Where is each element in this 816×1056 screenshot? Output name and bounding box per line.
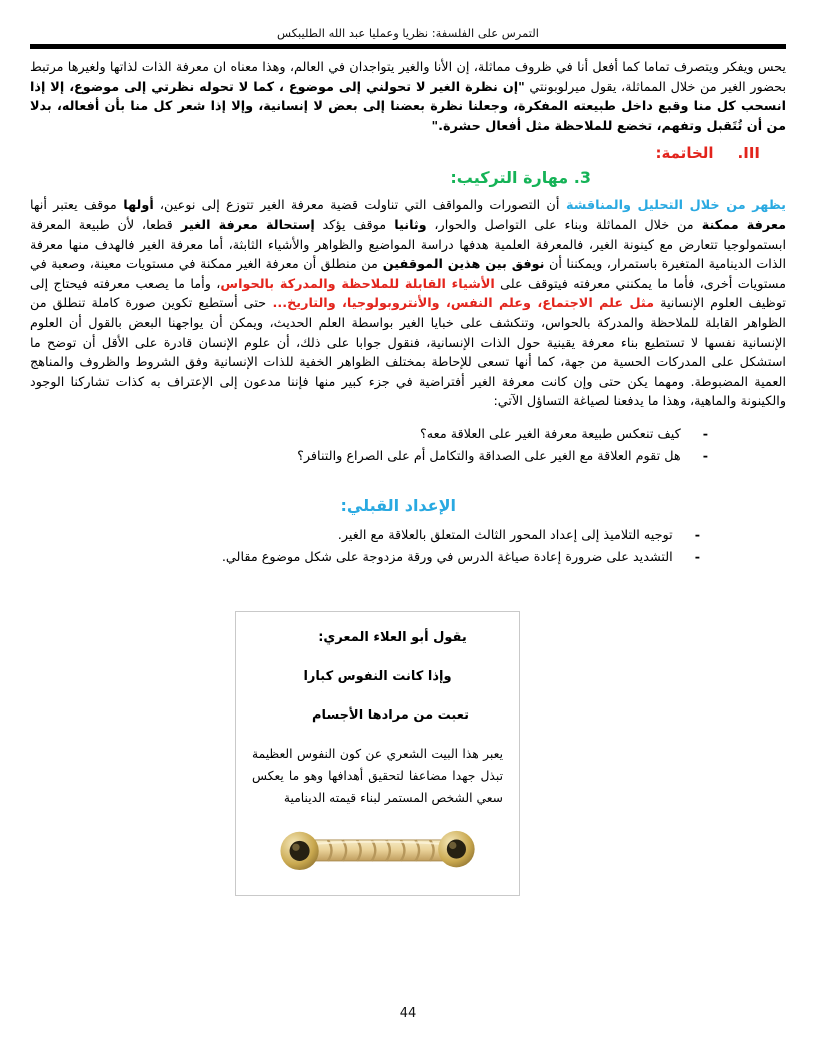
intro-paragraph: يحس ويفكر ويتصرف تماما كما أفعل أنا في ظروف مماثلة، إن الأنا والغير يتواجدان في العالم، وهذا معناه ان معرفة الذات لذاتها ولغيرها مرتبط بحضور الغير من خلال المماثلة، يقول ميرلوبونتي "إن نظرة الغير لا تحولني إلى موضوع ، كما لا تحوله نظرتي إلى موضوع، إلا إذا انسحب كل منا وقبع داخل طبيعته المفكرة، وجعلنا نظرة بعضنا إلى بعض لا إنسانية، وإلا إذا شعر كل منا بأن أفعاله، بدلا من أن تُتَقبل وتفهم، تخضع للملاحظة مثل أفعال حشرة."	[30, 60, 787, 134]
page-header-title: التمرس على الفلسفة: نظريا وعمليا عبد الله الطليبكس	[277, 26, 539, 40]
dash-bullet-icon: -	[694, 527, 700, 543]
page-number: 44	[399, 1006, 417, 1021]
question-text: هل تقوم العلاقة مع الغير على الصداقة والتكامل أم على الصراع والتنافر؟	[297, 448, 681, 464]
list-item	[30, 525, 700, 547]
poetry-box	[235, 611, 520, 896]
analysis-paragraph: يظهر من خلال التحليل والمناقشة أن التصورات والمواقف التي تناولت قضية معرفة الغير تتوزع إلى نوعين، أولها موقف يعتبر أنها معرفة ممكنة من خلال المماثلة وبناء على التواصل والحوار، وثانيا موقف يؤكد إستحالة معرفة الغير قطعا، لأن طبيعة المعرفة ابستمولوجيا تتعارض مع كينونة الغير، فالمعرفة العلمية هدفها دراسة المواضيع والظواهر والأشياء الثابثة، أما معرفة الغير فالهدف منها معرفة الذات الدينامية المتغيرة باستمرار، ويمكننا أن نوفق بين هذين الموقفين من منطلق أن معرفة الغير ممكنة في مستويات معينة، وصعبة في مستويات أخرى، فأما ما يمكنني معرفته فيتوقف على الأشياء القابلة للملاحظة والمدركة بالحواس، وأما ما يصعب معرفته فيحتاج إلى توظيف العلوم الإنسانية مثل علم الاجتماع، وعلم النفس، والأنتروبولوجيا، والتاريخ... حتى أستطيع تكوين صورة كاملة تنطلق من الظواهر القابلة للملاحظة والمدركة بالحواس، وتنكشف على خبايا الغير بواسطة العلم الحديث، ويمكن أن يواجهنا البعض بالقول أن العلوم الإنسانية نفسها لا تستطيع بناء معرفة يقينية حول الذات الإنسانية، فنقول جوابا على ذلك، أن علوم الإنسان قادرة على الأقل أن توضح ما استشكل على المدركات الحسية من جهة، كما أنها تسعى للإحاطة بمختلف الظواهر الخفية للذات الإنسانية وفق الشروط والظروف والمناهج العمية المضبوطة. ومهما يكن حتى وإن كانت معرفة الغير أفتراضية في جزء كبير منها فإننا مدعون إلى الإعتراف به كذات تشاركنا الوجود والكينونة والماهية، وهذا ما يدفعنا لصياغة التساؤل الآتي:	[30, 198, 787, 410]
verse-line-1: وإذا كانت النفوس كبارا	[303, 668, 452, 684]
rope-image	[252, 819, 503, 885]
conclusion-label: الخاتمة:	[655, 144, 714, 163]
header-rule	[30, 44, 786, 49]
conclusion-numeral: III.	[737, 144, 760, 163]
list-item	[30, 424, 708, 446]
poetry-commentary: يعبر هذا البيت الشعري عن كون النفوس العظيمة تبذل جهدا مضاعفا لتحقيق أهدافها وهو ما يعكس سعي الشخص المستمر لبناء قيمته الدينامية	[252, 746, 503, 805]
preparation-list	[30, 525, 700, 569]
question-text: كيف تنعكس طبيعة معرفة الغير على العلاقة معه؟	[420, 426, 681, 442]
verse-line-2: تعبت من مرادها الأجسام	[312, 707, 469, 723]
questions-list	[30, 424, 708, 468]
conclusion-heading	[656, 144, 760, 162]
preparation-item-text: التشديد على ضرورة إعادة صياغة الدرس في ورقة مزدوجة على شكل موضوع مقالي.	[221, 549, 673, 565]
preparation-item-text: توجيه التلاميذ إلى إعداد المحور الثالث المتعلق بالعلاقة مع الغير.	[337, 527, 673, 543]
dash-bullet-icon: -	[694, 549, 700, 565]
dash-bullet-icon: -	[702, 448, 708, 464]
conclusion-heading-row	[30, 136, 786, 162]
list-item	[30, 446, 708, 468]
poetry-attribution: يقول أبو العلاء المعري:	[318, 629, 467, 645]
preparation-heading: الإعداد القبلي:	[340, 495, 456, 515]
dash-bullet-icon: -	[702, 426, 708, 442]
list-item	[30, 547, 700, 569]
synthesis-skill-heading: 3. مهارة التركيب:	[450, 168, 591, 188]
rope-ornament-icon	[272, 819, 484, 881]
